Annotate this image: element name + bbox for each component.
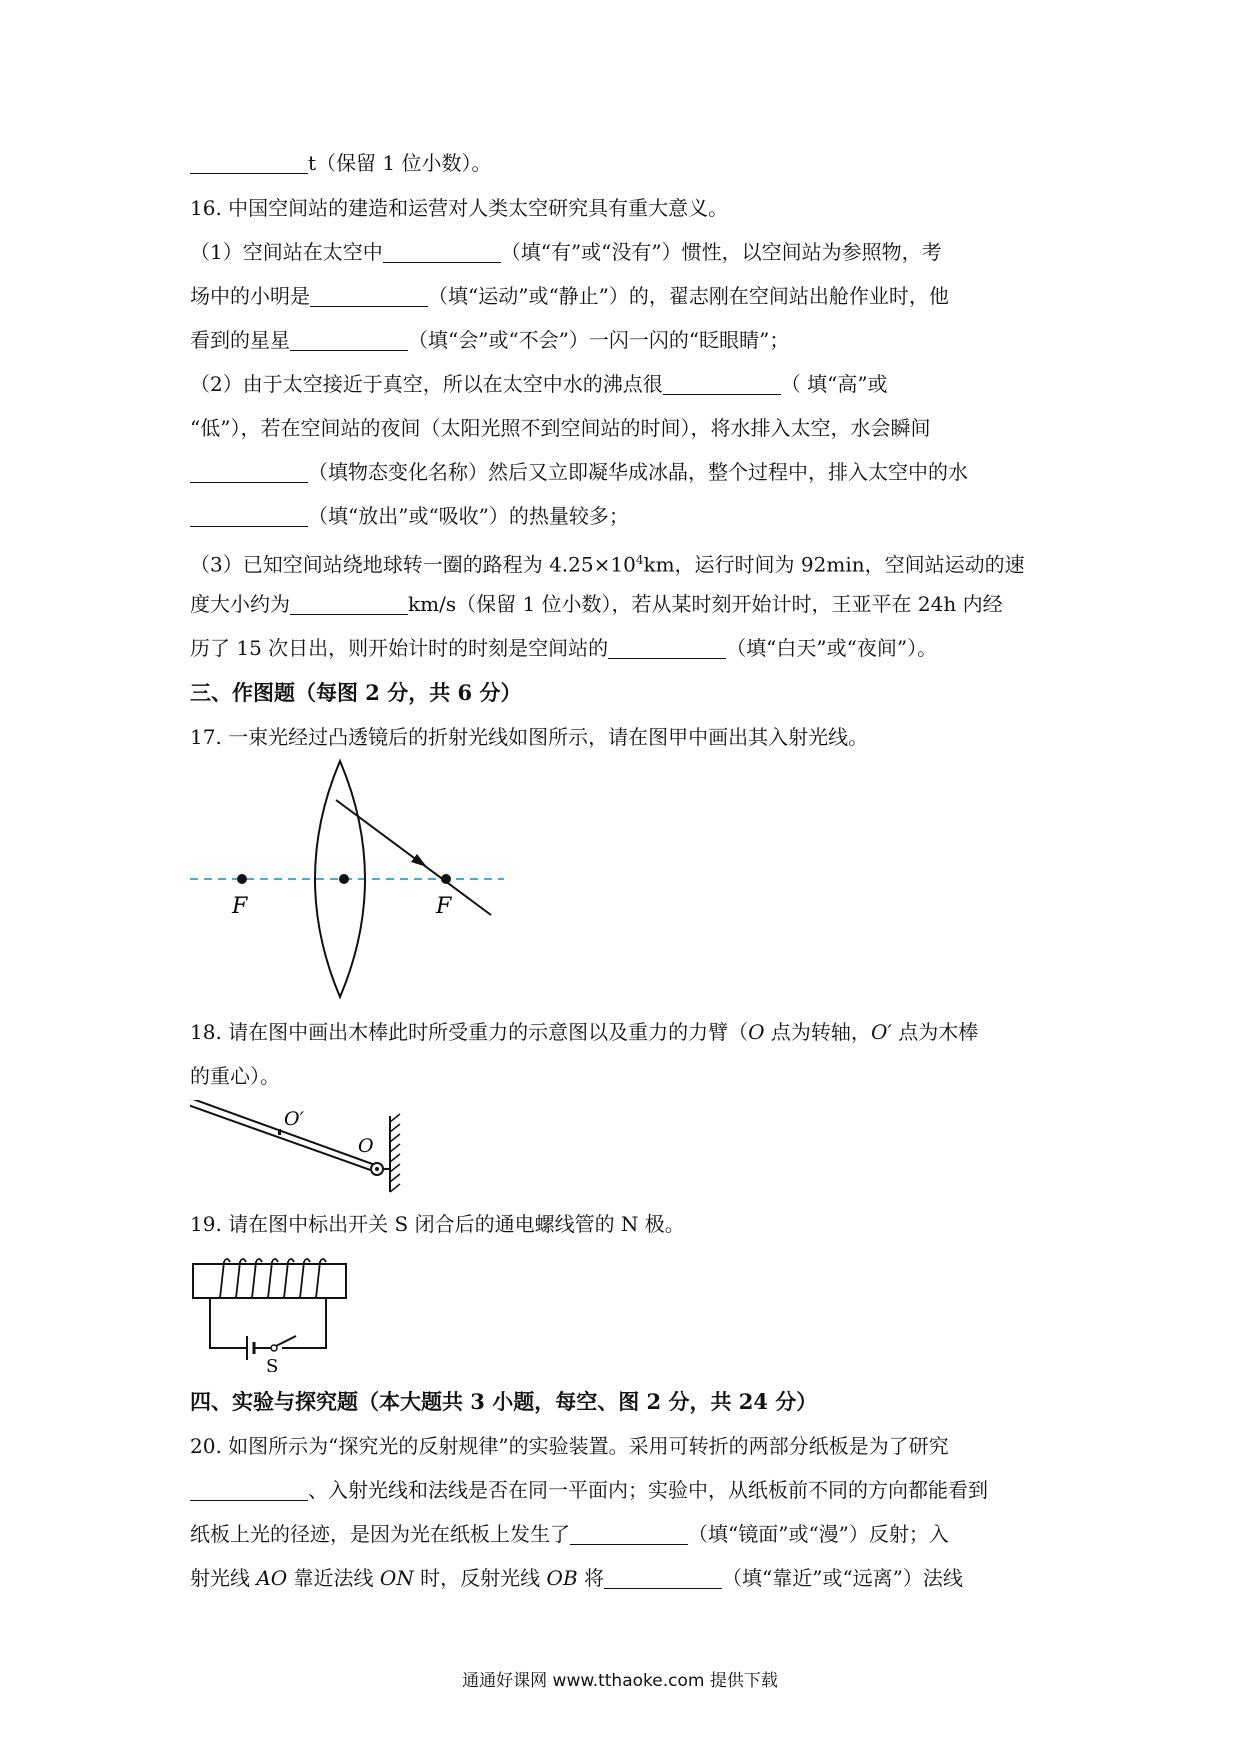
wire-left (210, 1298, 247, 1348)
text: （填“有”或“没有”）惯性，以空间站为参照物，考 (500, 240, 942, 264)
q16-p3-l3 (190, 633, 937, 663)
q18-l2: 的重心）。 (190, 1064, 280, 1088)
symbol-ob: OB (546, 1566, 578, 1590)
section-heading-4: 四、实验与探究题（本大题共 3 小题，每空、图 2 分，共 24 分） (190, 1389, 818, 1414)
text: （填“靠近”或“远离”）法线 (722, 1566, 963, 1590)
refracted-ray (336, 800, 491, 915)
text: （填“运动”或“静止”）的，翟志刚在空间站出舱作业时，他 (428, 284, 949, 308)
text: 点为转轴， (764, 1020, 871, 1044)
answer-blank[interactable] (290, 328, 408, 351)
wall-hatching (390, 1114, 400, 1192)
lens-figure (190, 755, 510, 1005)
text: 时，反射光线 (413, 1566, 547, 1590)
q16-p1-l1 (190, 237, 942, 267)
symbol-o: O (748, 1020, 765, 1044)
text: 纸板上光的径迹，是因为光在纸板上发生了 (190, 1522, 570, 1546)
q20-l4 (190, 1563, 963, 1593)
label-f-right: F (436, 894, 452, 919)
optical-center (339, 874, 349, 884)
text: 将 (577, 1566, 604, 1590)
symbol-ao: AO (256, 1566, 288, 1590)
switch-lever (276, 1336, 296, 1346)
text: （填“放出”或“吸收”）的热量较多； (308, 504, 629, 528)
text: 历了 15 次日出，则开始计时的时刻是空间站的 (190, 636, 609, 660)
page-footer: 通通好课网 www.tthaoke.com 提供下载 (462, 1671, 778, 1691)
q16-p3-l2 (190, 589, 1003, 619)
label-switch-s: S (266, 1356, 279, 1372)
q19-text: 19. 请在图中标出开关 S 闭合后的通电螺线管的 N 极。 (190, 1212, 685, 1236)
answer-blank[interactable] (290, 592, 408, 615)
text: （填“会”或“不会”）一闪一闪的“眨眼睛”； (408, 328, 790, 352)
answer-blank[interactable] (190, 1478, 308, 1501)
q16-p2-l3 (190, 457, 968, 487)
label-f-left: F (232, 894, 248, 919)
text: km，运行时间为 92min，空间站运动的速 (643, 552, 1025, 577)
exponent: 4 (635, 553, 644, 567)
solenoid-figure (190, 1250, 350, 1372)
text: 场中的小明是 (190, 284, 310, 308)
text: 18. 请在图中画出木棒此时所受重力的示意图以及重力的力臂（ (190, 1020, 749, 1044)
text: （ 填“高”或 (780, 372, 888, 396)
q16-p2-l1 (190, 369, 888, 399)
focal-point-right (441, 874, 451, 884)
section-heading-3: 三、作图题（每图 2 分，共 6 分） (190, 680, 522, 705)
q20-l2 (190, 1475, 988, 1505)
text: 、入射光线和法线是否在同一平面内；实验中，从纸板前不同的方向都能看到 (308, 1478, 988, 1502)
q20-l1: 20. 如图所示为“探究光的反射规律”的实验装置。采用可转折的两部分纸板是为了研究 (190, 1434, 949, 1458)
text: 靠近法线 (287, 1566, 380, 1590)
q20-l3 (190, 1519, 949, 1549)
answer-blank[interactable] (190, 504, 308, 527)
text: 看到的星星 (190, 328, 290, 352)
label-o-prime: O′ (284, 1108, 304, 1130)
pivot-center (375, 1167, 379, 1171)
q16-p3-l1 (190, 545, 1025, 580)
answer-blank[interactable] (604, 1566, 722, 1589)
q16-p1-l2 (190, 281, 949, 311)
answer-blank[interactable] (608, 636, 726, 659)
center-of-gravity-mark (278, 1129, 281, 1135)
answer-blank[interactable] (383, 240, 501, 263)
text: t（保留 1 位小数）。 (308, 151, 492, 175)
text: （1）空间站在太空中 (190, 240, 383, 264)
q18-l1 (190, 1017, 978, 1047)
arrow-icon (411, 854, 427, 867)
answer-blank[interactable] (190, 151, 308, 174)
text: （填“白天”或“夜间”）。 (726, 636, 938, 660)
text: （填物态变化名称）然后又立即凝华成冰晶，整个过程中，排入太空中的水 (308, 460, 968, 484)
q17-text: 17. 一束光经过凸透镜后的折射光线如图所示，请在图甲中画出其入射光线。 (190, 725, 869, 749)
answer-blank[interactable] (663, 372, 781, 395)
stick-figure (190, 1100, 420, 1200)
answer-blank[interactable] (310, 284, 428, 307)
text: 度大小约为 (190, 592, 290, 616)
q16-title: 16. 中国空间站的建造和运营对人类太空研究具有重大意义。 (190, 196, 729, 220)
focal-point-left (237, 874, 247, 884)
label-o: O (358, 1135, 374, 1157)
text: （3）已知空间站绕地球转一圈的路程为 4.25×10 (190, 552, 636, 577)
text: 点为木棒 (891, 1020, 979, 1044)
text: km/s（保留 1 位小数），若从某时刻开始计时，王亚平在 24h 内经 (408, 592, 1003, 616)
symbol-on: ON (379, 1566, 414, 1590)
q16-p1-l3 (190, 325, 789, 355)
answer-blank[interactable] (190, 460, 308, 483)
text: （2）由于太空接近于真空，所以在太空中水的沸点很 (190, 372, 663, 396)
answer-blank[interactable] (570, 1522, 688, 1545)
symbol-o-prime: O′ (870, 1020, 892, 1044)
line-q15-tail (190, 148, 491, 178)
text: （填“镜面”或“漫”）反射；入 (688, 1522, 949, 1546)
q16-p2-l4 (190, 501, 629, 531)
q16-p2-l2: “低”），若在空间站的夜间（太阳光照不到空间站的时间），将水排入太空，水会瞬间 (190, 416, 931, 440)
text: 射光线 (190, 1566, 257, 1590)
